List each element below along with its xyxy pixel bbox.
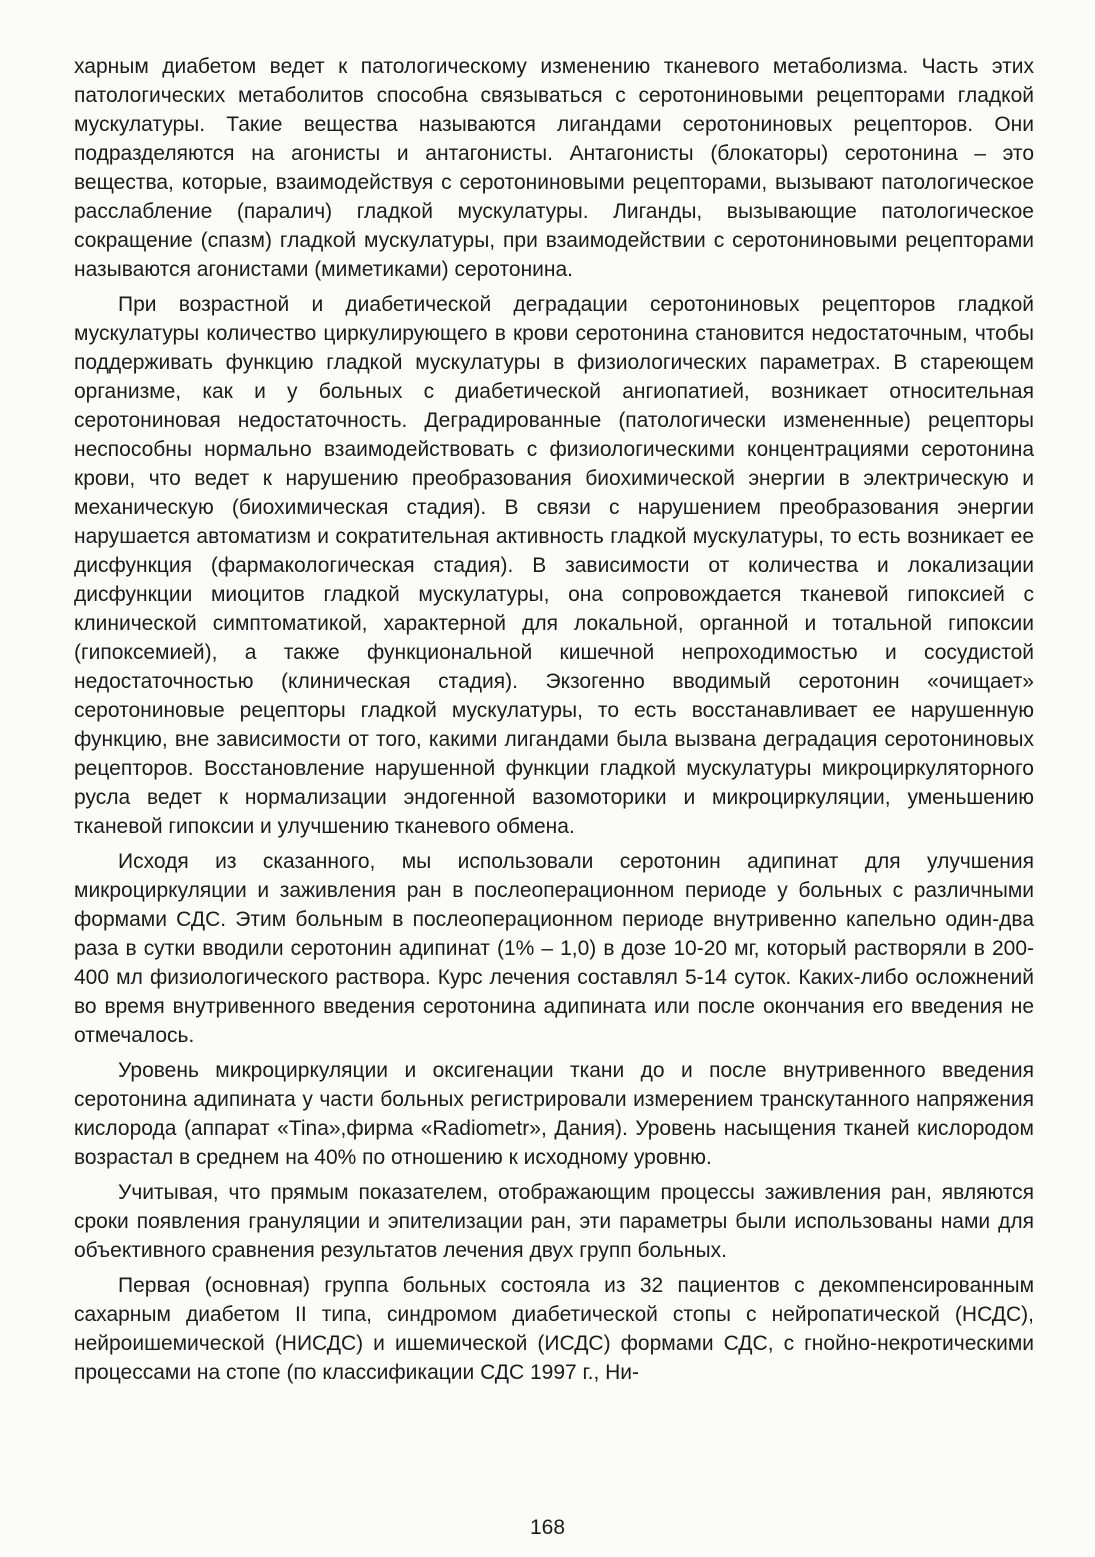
paragraph-3: Исходя из сказанного, мы использовали серотонин адипинат для улучшения микроциркуляции и заживления ран в послеоперационном периоде у больных с различными формами СДС. Этим больным в послеоперационном периоде внутривенно капельно один-два раза в сутки вводили серотонин адипинат (1% – 1,0) в дозе 10-20 мг, который растворяли в 200-400 мл физиологического раствора. Курс лечения составлял 5-14 суток. Каких-либо осложнений во время внутривенного введения серотонина адипината или после окончания его введения не отмечалось. xyxy=(74,850,1034,1047)
body-text xyxy=(74,52,1034,1393)
paragraph-6: Первая (основная) группа больных состояла из 32 пациентов с декомпенсированным сахарным диабетом II типа, синдромом диабетической стопы с нейропатической (НСДС), нейроишемической (НИСДС) и ишемической (ИСДС) формами СДС, с гнойно-некротическими процессами на стопе (по классификации СДС 1997 г., Ни- xyxy=(74,1274,1034,1384)
paragraph-5: Учитывая, что прямым показателем, отображающим процессы заживления ран, являются сроки появления грануляции и эпителизации ран, эти параметры были использованы нами для объективного сравнения результатов лечения двух групп больных. xyxy=(74,1181,1034,1262)
paragraph-4: Уровень микроциркуляции и оксигенации ткани до и после внутривенного введения серотонина адипината у части больных регистрировали измерением транскутанного напряжения кислорода (аппарат «Tina»,фирма «Radiometr», Дания). Уровень насыщения тканей кислородом возрастал в среднем на 40% по отношению к исходному уровню. xyxy=(74,1059,1034,1169)
paragraph-1: харным диабетом ведет к патологическому изменению тканевого метаболизма. Часть этих патологических метаболитов способна связываться с серотониновыми рецепторами гладкой мускулатуры. Такие вещества называются лигандами серотониновых рецепторов. Они подразделяются на агонисты и антагонисты. Антагонисты (блокаторы) серотонина – это вещества, которые, взаимодействуя с серотониновыми рецепторами, вызывают патологическое расслабление (паралич) гладкой мускулатуры. Лиганды, вызывающие патологическое сокращение (спазм) гладкой мускулатуры, при взаимодействии с серотониновыми рецепторами называются агонистами (миметиками) серотонина. xyxy=(74,55,1034,281)
page-number: 168 xyxy=(529,1516,566,1539)
paragraph-2: При возрастной и диабетической деградации серотониновых рецепторов гладкой мускулатуры количество циркулирующего в крови серотонина становится недостаточным, чтобы поддерживать функцию гладкой мускулатуры в физиологических параметрах. В стареющем организме, как и у больных с диабетической ангиопатией, возникает относительная серотониновая недостаточность. Деградированные (патологически измененные) рецепторы неспособны нормально взаимодействовать с физиологическими концентрациями серотонина крови, что ведет к нарушению преобразования биохимической энергии в электрическую и механическую (биохимическая стадия). В связи с нарушением преобразования энергии нарушается автоматизм и сократительная активность гладкой мускулатуры, то есть возникает ее дисфункция (фармакологическая стадия). В зависимости от количества и локализации дисфункции миоцитов гладкой мускулатуры, она сопровождается тканевой гипоксией с клинической симптоматикой, характерной для локальной, органной и тотальной гипоксии (гипоксемией), а также функциональной кишечной непроходимостью и сосудистой недостаточностью (клиническая стадия). Экзогенно вводимый серотонин «очищает» серотониновые рецепторы гладкой мускулатуры, то есть восстанавливает ее нарушенную функцию, вне зависимости от того, какими лигандами была вызвана деградация серотониновых рецепторов. Восстановление нарушенной функции гладкой мускулатуры микроциркуляторного русла ведет к нормализации эндогенной вазомоторики и микроциркуляции, уменьшению тканевой гипоксии и улучшению тканевого обмена. xyxy=(74,293,1034,838)
